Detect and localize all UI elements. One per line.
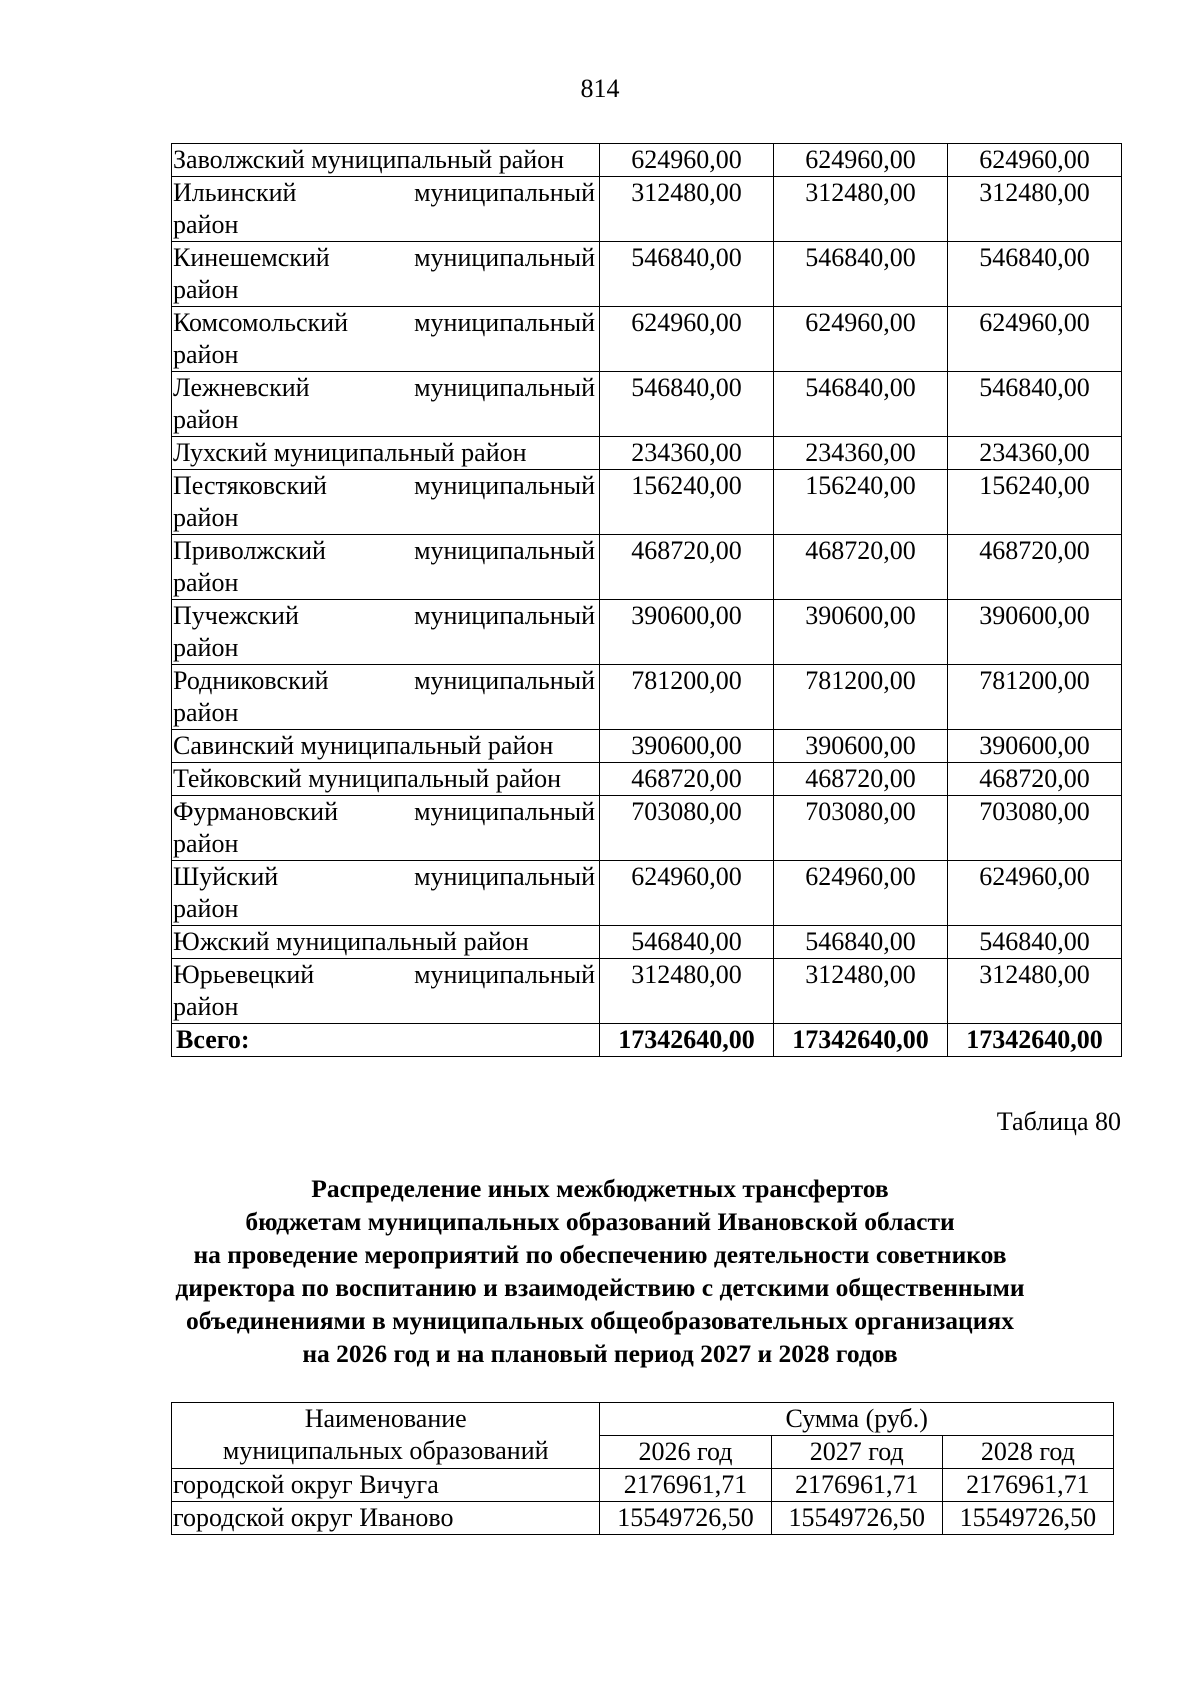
amount-2027: 624960,00 bbox=[774, 144, 948, 177]
amount-2026: 156240,00 bbox=[600, 470, 774, 535]
total-label: Всего: bbox=[172, 1024, 600, 1057]
municipality-name-line1 bbox=[173, 763, 595, 795]
municipality-name-line2: район bbox=[173, 992, 239, 1021]
municipality-name-part: Приволжский bbox=[173, 536, 326, 565]
amount-2028: 2176961,71 bbox=[942, 1469, 1113, 1502]
municipality-name-part: Шуйский bbox=[173, 862, 279, 891]
amount-2027: 546840,00 bbox=[774, 926, 948, 959]
amount-2028: 468720,00 bbox=[948, 535, 1122, 600]
amount-2026: 546840,00 bbox=[600, 242, 774, 307]
amount-2026: 781200,00 bbox=[600, 665, 774, 730]
municipality-name-part: муниципальный bbox=[414, 666, 595, 695]
amount-2028: 546840,00 bbox=[948, 242, 1122, 307]
amount-2026: 468720,00 bbox=[600, 535, 774, 600]
amount-2027: 2176961,71 bbox=[771, 1469, 942, 1502]
amount-2026: 312480,00 bbox=[600, 177, 774, 242]
amount-2027: 624960,00 bbox=[774, 307, 948, 372]
municipality-name-line1 bbox=[173, 470, 595, 502]
municipality-name-part: муниципальный bbox=[414, 243, 595, 272]
title-line: объединениями в муниципальных общеобразовательных организациях bbox=[186, 1306, 1014, 1335]
municipality-name-line1 bbox=[173, 796, 595, 828]
table-row bbox=[172, 959, 1122, 1024]
municipality-name-part: Родниковский bbox=[173, 666, 329, 695]
municipality-name-cell bbox=[172, 242, 600, 307]
amount-2026: 390600,00 bbox=[600, 600, 774, 665]
municipality-name-cell bbox=[172, 144, 600, 177]
table-caption: Таблица 80 bbox=[996, 1107, 1121, 1136]
amount-2028: 781200,00 bbox=[948, 665, 1122, 730]
amount-2026: 546840,00 bbox=[600, 372, 774, 437]
municipality-name-line2: район bbox=[173, 275, 239, 304]
amount-2027: 234360,00 bbox=[774, 437, 948, 470]
table-row bbox=[172, 535, 1122, 600]
municipality-name-line1 bbox=[173, 959, 595, 991]
municipality-name-line2: район bbox=[173, 340, 239, 369]
municipality-name-line1 bbox=[173, 665, 595, 697]
municipality-name-cell bbox=[172, 763, 600, 796]
municipality-name-cell bbox=[172, 307, 600, 372]
amount-2026: 624960,00 bbox=[600, 144, 774, 177]
municipality-name-line1 bbox=[173, 535, 595, 567]
municipality-name-part: Юрьевецкий bbox=[173, 960, 315, 989]
amount-2027: 781200,00 bbox=[774, 665, 948, 730]
title-line: на 2026 год и на плановый период 2027 и 2028 годов bbox=[302, 1339, 898, 1368]
municipality-name-cell bbox=[172, 437, 600, 470]
municipality-name-line2: район bbox=[173, 633, 239, 662]
municipality-name-line1 bbox=[173, 861, 595, 893]
municipality-name-part: муниципальный bbox=[414, 178, 595, 207]
amount-2026: 546840,00 bbox=[600, 926, 774, 959]
municipality-name-line1 bbox=[173, 372, 595, 404]
municipality-name-cell bbox=[172, 665, 600, 730]
municipality-name-line1 bbox=[173, 144, 595, 176]
amount-2027: 468720,00 bbox=[774, 763, 948, 796]
municipality-name-cell bbox=[172, 730, 600, 763]
table-title bbox=[120, 1172, 1080, 1370]
total-amount-2027: 17342640,00 bbox=[774, 1024, 948, 1057]
amount-2028: 390600,00 bbox=[948, 730, 1122, 763]
amount-2026: 234360,00 bbox=[600, 437, 774, 470]
municipality-name-cell bbox=[172, 600, 600, 665]
page-number: 814 bbox=[580, 74, 620, 103]
amount-2027: 703080,00 bbox=[774, 796, 948, 861]
municipality-name-cell: городской округ Вичуга bbox=[172, 1469, 600, 1502]
amount-2026: 468720,00 bbox=[600, 763, 774, 796]
amount-2026: 312480,00 bbox=[600, 959, 774, 1024]
municipality-name-part: Ильинский bbox=[173, 178, 297, 207]
table-row bbox=[172, 372, 1122, 437]
municipality-name-part: муниципальный bbox=[414, 373, 595, 402]
amount-2028: 624960,00 bbox=[948, 307, 1122, 372]
amount-2026: 390600,00 bbox=[600, 730, 774, 763]
municipality-name-part: муниципальный bbox=[414, 601, 595, 630]
table-row bbox=[172, 665, 1122, 730]
total-amount-2026: 17342640,00 bbox=[600, 1024, 774, 1057]
municipality-name-part: Кинешемский bbox=[173, 243, 330, 272]
amount-2028: 234360,00 bbox=[948, 437, 1122, 470]
amount-2027: 468720,00 bbox=[774, 535, 948, 600]
municipality-name-cell bbox=[172, 470, 600, 535]
municipality-name-line2: район bbox=[173, 405, 239, 434]
municipality-name-part: Тейковский муниципальный район bbox=[173, 764, 562, 793]
amount-2026: 624960,00 bbox=[600, 307, 774, 372]
amount-2028: 624960,00 bbox=[948, 861, 1122, 926]
amount-2028: 312480,00 bbox=[948, 177, 1122, 242]
allocation-table-80 bbox=[171, 1402, 1114, 1535]
table-row bbox=[172, 177, 1122, 242]
municipality-name-cell bbox=[172, 177, 600, 242]
municipality-name-line2: район bbox=[173, 503, 239, 532]
header-sum-cell: Сумма (руб.) bbox=[600, 1403, 1114, 1436]
municipality-name-cell bbox=[172, 861, 600, 926]
amount-2027: 15549726,50 bbox=[771, 1502, 942, 1535]
table-row bbox=[172, 926, 1122, 959]
table-row bbox=[172, 763, 1122, 796]
municipality-name-line2: район bbox=[173, 829, 239, 858]
title-line: директора по воспитанию и взаимодействию с детскими общественными bbox=[175, 1273, 1025, 1302]
title-line: на проведение мероприятий по обеспечению деятельности советников bbox=[193, 1240, 1007, 1269]
municipality-name-part: Фурмановский bbox=[173, 797, 339, 826]
municipality-name-part: Южский муниципальный район bbox=[173, 927, 529, 956]
amount-2028: 624960,00 bbox=[948, 144, 1122, 177]
table-row bbox=[172, 144, 1122, 177]
header-name-line1: Наименование bbox=[304, 1404, 467, 1433]
municipality-name-cell bbox=[172, 535, 600, 600]
municipality-name-part: Лухский муниципальный район bbox=[173, 438, 527, 467]
municipality-name-cell bbox=[172, 926, 600, 959]
allocation-table-continued bbox=[171, 143, 1122, 1057]
table-row bbox=[172, 1469, 1114, 1502]
amount-2028: 156240,00 bbox=[948, 470, 1122, 535]
total-row bbox=[172, 1024, 1122, 1057]
municipality-name-line1 bbox=[173, 177, 595, 209]
municipality-name-part: муниципальный bbox=[414, 862, 595, 891]
amount-2028: 703080,00 bbox=[948, 796, 1122, 861]
amount-2028: 15549726,50 bbox=[942, 1502, 1113, 1535]
municipality-name-line1 bbox=[173, 730, 595, 762]
municipality-name-line1 bbox=[173, 437, 595, 469]
municipality-name-line1 bbox=[173, 307, 595, 339]
table-row bbox=[172, 437, 1122, 470]
municipality-name-cell bbox=[172, 796, 600, 861]
municipality-name-line1 bbox=[173, 926, 595, 958]
header-year-2028: 2028 год bbox=[942, 1436, 1113, 1469]
amount-2026: 15549726,50 bbox=[600, 1502, 771, 1535]
municipality-name-part: Савинский муниципальный район bbox=[173, 731, 554, 760]
municipality-name-part: Заволжский муниципальный район bbox=[173, 145, 565, 174]
municipality-name-cell bbox=[172, 959, 600, 1024]
table-header-row bbox=[172, 1403, 1114, 1436]
amount-2026: 2176961,71 bbox=[600, 1469, 771, 1502]
municipality-name-line2: район bbox=[173, 210, 239, 239]
amount-2027: 546840,00 bbox=[774, 372, 948, 437]
amount-2027: 390600,00 bbox=[774, 600, 948, 665]
table-row bbox=[172, 242, 1122, 307]
municipality-name-cell: городской округ Иваново bbox=[172, 1502, 600, 1535]
header-year-2027: 2027 год bbox=[771, 1436, 942, 1469]
amount-2026: 624960,00 bbox=[600, 861, 774, 926]
amount-2027: 624960,00 bbox=[774, 861, 948, 926]
amount-2028: 546840,00 bbox=[948, 372, 1122, 437]
municipality-name-part: Пучежский bbox=[173, 601, 299, 630]
municipality-name-cell bbox=[172, 372, 600, 437]
municipality-name-part: Пестяковский bbox=[173, 471, 327, 500]
table-row bbox=[172, 600, 1122, 665]
municipality-name-line1 bbox=[173, 242, 595, 274]
amount-2027: 390600,00 bbox=[774, 730, 948, 763]
amount-2028: 468720,00 bbox=[948, 763, 1122, 796]
municipality-name-part: муниципальный bbox=[414, 536, 595, 565]
table-row bbox=[172, 730, 1122, 763]
amount-2028: 546840,00 bbox=[948, 926, 1122, 959]
municipality-name-line1 bbox=[173, 600, 595, 632]
municipality-name-line2: район bbox=[173, 698, 239, 727]
municipality-name-part: Лежневский bbox=[173, 373, 310, 402]
municipality-name-line2: район bbox=[173, 568, 239, 597]
amount-2027: 156240,00 bbox=[774, 470, 948, 535]
amount-2027: 546840,00 bbox=[774, 242, 948, 307]
amount-2027: 312480,00 bbox=[774, 177, 948, 242]
amount-2027: 312480,00 bbox=[774, 959, 948, 1024]
table-row bbox=[172, 1502, 1114, 1535]
table-row bbox=[172, 470, 1122, 535]
municipality-name-part: муниципальный bbox=[414, 960, 595, 989]
amount-2026: 703080,00 bbox=[600, 796, 774, 861]
header-year-2026: 2026 год bbox=[600, 1436, 771, 1469]
table-row bbox=[172, 796, 1122, 861]
table-row bbox=[172, 307, 1122, 372]
municipality-name-part: муниципальный bbox=[414, 308, 595, 337]
amount-2028: 312480,00 bbox=[948, 959, 1122, 1024]
header-name-cell bbox=[172, 1403, 600, 1469]
municipality-name-part: Комсомольский bbox=[173, 308, 348, 337]
municipality-name-line2: район bbox=[173, 894, 239, 923]
title-line: бюджетам муниципальных образований Ивановской области bbox=[245, 1207, 955, 1236]
table-row bbox=[172, 861, 1122, 926]
municipality-name-part: муниципальный bbox=[414, 797, 595, 826]
total-amount-2028: 17342640,00 bbox=[948, 1024, 1122, 1057]
header-name-line2: муниципальных образований bbox=[222, 1436, 549, 1465]
municipality-name-part: муниципальный bbox=[414, 471, 595, 500]
amount-2028: 390600,00 bbox=[948, 600, 1122, 665]
title-line: Распределение иных межбюджетных трансфертов bbox=[311, 1174, 889, 1203]
